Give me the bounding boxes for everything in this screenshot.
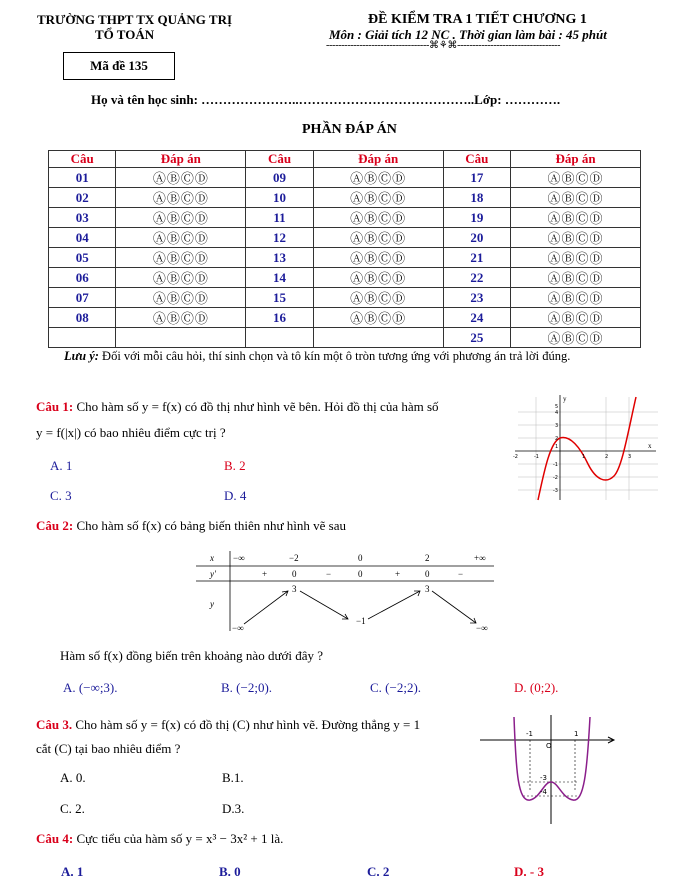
q4-text: Cực tiểu của hàm số y = x³ − 3x² + 1 là.	[73, 831, 284, 846]
answer-bubbles[interactable]: ⒶⒷⒸⒹ	[511, 288, 641, 308]
q1-ytick-5: 5	[555, 404, 559, 410]
vt-y-neg-inf-right: −∞	[476, 623, 488, 631]
q1-ytick-m3: -3	[553, 488, 558, 494]
vt-x-0: 0	[358, 553, 363, 563]
answer-bubbles	[313, 328, 443, 348]
q1-text1: Cho hàm số y = f(x) có đồ thị như hình vẽ bên. Hỏi đồ thị của hàm số	[73, 399, 439, 414]
q2-question: Hàm số f(x) đồng biến trên khoảng nào dưới đây ?	[60, 648, 324, 663]
question-number: 23	[443, 288, 510, 308]
q1-y-label: y	[563, 395, 567, 403]
question-number	[49, 328, 116, 348]
question-number: 17	[443, 168, 510, 188]
q2-option-d[interactable]: D. (0;2).	[514, 680, 559, 695]
q2-text: Cho hàm số f(x) có bảng biến thiên như hình vẽ sau	[73, 518, 346, 533]
vt-sign-7: −	[458, 569, 464, 579]
question-number: 18	[443, 188, 510, 208]
answer-row	[49, 168, 641, 188]
question-number: 10	[246, 188, 313, 208]
vt-y-max1: 3	[292, 584, 297, 594]
question-number: 08	[49, 308, 116, 328]
question-number: 07	[49, 288, 116, 308]
answer-sheet-table	[48, 150, 641, 348]
answer-bubbles[interactable]: ⒶⒷⒸⒹ	[313, 308, 443, 328]
q2-option-a[interactable]: A. (−∞;3).	[63, 680, 118, 695]
vt-sign-2: 0	[292, 569, 297, 579]
question-number: 22	[443, 268, 510, 288]
answer-row	[49, 308, 641, 328]
note-label: Lưu ý:	[64, 349, 99, 363]
q3-option-b[interactable]: B.1.	[222, 770, 244, 785]
vt-x-m2: −2	[289, 553, 299, 563]
q3-function-graph	[478, 712, 616, 827]
department: TỔ TOÁN	[95, 27, 155, 42]
vt-x-label: x	[210, 553, 214, 563]
q3-label: Câu 3.	[36, 717, 73, 732]
question-number: 21	[443, 248, 510, 268]
student-info-line: Họ và tên học sinh: …………………..…………………………………..Lớp: ………….	[91, 92, 561, 107]
answer-bubbles[interactable]: ⒶⒷⒸⒹ	[511, 328, 641, 348]
answer-bubbles[interactable]: ⒶⒷⒸⒹ	[313, 168, 443, 188]
q3-option-c[interactable]: C. 2.	[60, 801, 85, 816]
q2-option-c[interactable]: C. (−2;2).	[370, 680, 422, 695]
q1-x-label: x	[648, 442, 652, 450]
q1-grid	[518, 397, 658, 500]
question-number: 12	[246, 228, 313, 248]
vt-sign-3: −	[326, 569, 332, 579]
question-number: 01	[49, 168, 116, 188]
school-name: TRƯỜNG THPT TX QUẢNG TRỊ	[37, 12, 233, 27]
answer-table-header	[49, 151, 641, 168]
vt-y-label: y	[210, 599, 214, 609]
q1-ytick-3: 3	[555, 423, 559, 429]
header-dapan-1: Đáp án	[116, 151, 246, 168]
answer-bubbles[interactable]: ⒶⒷⒸⒹ	[116, 288, 246, 308]
answer-table-body	[49, 168, 641, 348]
q1-xtick-3: 3	[628, 454, 632, 460]
q4-line	[36, 831, 283, 847]
vt-x-neg-inf: −∞	[233, 553, 245, 563]
vt-y-neg-inf-left: −∞	[232, 623, 244, 631]
q1-ytick-2: 2	[555, 436, 559, 442]
q4-option-a[interactable]: A. 1	[61, 864, 84, 879]
q1-xtick-m1: -1	[534, 454, 539, 460]
answer-section-title: PHẦN ĐÁP ÁN	[302, 122, 397, 137]
q1-option-a[interactable]: A. 1	[50, 458, 73, 473]
answer-bubbles[interactable]: ⒶⒷⒸⒹ	[116, 248, 246, 268]
question-number: 24	[443, 308, 510, 328]
answer-bubbles[interactable]: ⒶⒷⒸⒹ	[313, 288, 443, 308]
question-number: 09	[246, 168, 313, 188]
vt-y-min: −1	[356, 616, 366, 626]
q1-ytick-m2: -2	[553, 475, 558, 481]
header-cau-2: Câu	[246, 151, 313, 168]
vt-yp-label: y′	[210, 569, 216, 579]
answer-bubbles[interactable]: ⒶⒷⒸⒹ	[116, 188, 246, 208]
answer-bubbles[interactable]: ⒶⒷⒸⒹ	[511, 168, 641, 188]
q1-text2: y = f(|x|) có bao nhiêu điểm cực trị ?	[36, 425, 226, 440]
vt-sign-1: +	[262, 569, 268, 579]
q2-variation-table	[196, 551, 494, 631]
question-number: 05	[49, 248, 116, 268]
q1-function-graph	[510, 392, 660, 504]
q3-line1	[36, 717, 420, 733]
answer-row	[49, 288, 641, 308]
q1-option-d[interactable]: D. 4	[224, 488, 247, 503]
q3-label-m4: -4	[540, 788, 547, 796]
answer-bubbles[interactable]: ⒶⒷⒸⒹ	[313, 268, 443, 288]
vt-sign-6: 0	[425, 569, 430, 579]
note	[64, 349, 570, 364]
answer-row	[49, 328, 641, 348]
q2-label: Câu 2:	[36, 518, 74, 533]
header-dapan-2: Đáp án	[313, 151, 443, 168]
answer-row	[49, 188, 641, 208]
subject-line: Môn : Giải tích 12 NC . Thời gian làm bài : 45 phút	[329, 27, 607, 42]
question-number: 16	[246, 308, 313, 328]
q3-label-origin: O	[546, 742, 552, 750]
q4-option-b[interactable]: B. 0	[219, 864, 241, 879]
answer-bubbles[interactable]: ⒶⒷⒸⒹ	[511, 268, 641, 288]
header-cau-1: Câu	[49, 151, 116, 168]
question-number: 15	[246, 288, 313, 308]
q3-label-m3: -3	[540, 774, 547, 782]
question-number: 06	[49, 268, 116, 288]
vt-sign-5: +	[395, 569, 401, 579]
answer-bubbles[interactable]: ⒶⒷⒸⒹ	[313, 208, 443, 228]
answer-bubbles[interactable]: ⒶⒷⒸⒹ	[511, 188, 641, 208]
exam-title: ĐỀ KIỂM TRA 1 TIẾT CHƯƠNG 1	[368, 12, 587, 27]
q1-xtick-1: 1	[582, 454, 586, 460]
answer-bubbles[interactable]: ⒶⒷⒸⒹ	[116, 268, 246, 288]
exam-code: Mã đề 135	[63, 52, 175, 80]
answer-bubbles[interactable]: ⒶⒷⒸⒹ	[116, 228, 246, 248]
q2-line	[36, 518, 346, 534]
answer-bubbles[interactable]: ⒶⒷⒸⒹ	[511, 228, 641, 248]
answer-bubbles[interactable]: ⒶⒷⒸⒹ	[313, 228, 443, 248]
answer-row	[49, 228, 641, 248]
question-number: 02	[49, 188, 116, 208]
q1-option-b[interactable]: B. 2	[224, 458, 246, 473]
vt-x-2: 2	[425, 553, 430, 563]
header-divider: ----------------------------------⌘⚘⌘----------------------------------	[326, 40, 561, 51]
answer-bubbles	[116, 328, 246, 348]
answer-row	[49, 248, 641, 268]
q3-option-d[interactable]: D.3.	[222, 801, 245, 816]
answer-bubbles[interactable]: ⒶⒷⒸⒹ	[313, 248, 443, 268]
question-number: 14	[246, 268, 313, 288]
header-dapan-3: Đáp án	[511, 151, 641, 168]
question-number: 19	[443, 208, 510, 228]
q4-option-c[interactable]: C. 2	[367, 864, 390, 879]
vt-y-max2: 3	[425, 584, 430, 594]
question-number	[246, 328, 313, 348]
question-number: 13	[246, 248, 313, 268]
answer-bubbles[interactable]: ⒶⒷⒸⒹ	[116, 208, 246, 228]
q3-label-m1: -1	[526, 730, 533, 738]
answer-row	[49, 268, 641, 288]
q4-label: Câu 4:	[36, 831, 74, 846]
answer-bubbles[interactable]: ⒶⒷⒸⒹ	[313, 188, 443, 208]
question-number: 11	[246, 208, 313, 228]
q1-xtick-2: 2	[605, 454, 609, 460]
answer-bubbles[interactable]: ⒶⒷⒸⒹ	[511, 308, 641, 328]
answer-bubbles[interactable]: ⒶⒷⒸⒹ	[116, 308, 246, 328]
answer-bubbles[interactable]: ⒶⒷⒸⒹ	[511, 248, 641, 268]
q1-ytick-m1: -1	[553, 462, 558, 468]
q1-xtick-m2: -2	[513, 454, 518, 460]
q4-option-d[interactable]: D. - 3	[514, 864, 544, 879]
question-number: 03	[49, 208, 116, 228]
q3-label-1: 1	[574, 730, 579, 738]
q3-text1: Cho hàm số y = f(x) có đồ thị (C) như hình vẽ. Đường thẳng y = 1	[72, 717, 421, 732]
q1-label: Câu 1:	[36, 399, 74, 414]
question-number: 04	[49, 228, 116, 248]
q1-ytick-1: 1	[555, 444, 559, 450]
vt-x-pos-inf: +∞	[474, 553, 486, 563]
answer-row	[49, 208, 641, 228]
answer-bubbles[interactable]: ⒶⒷⒸⒹ	[511, 208, 641, 228]
note-text: Đối với mỗi câu hỏi, thí sinh chọn và tô kín một ô tròn tương ứng với phương án trả lời đúng.	[98, 349, 571, 363]
q1-option-c[interactable]: C. 3	[50, 488, 72, 503]
vt-sign-4: 0	[358, 569, 363, 579]
answer-bubbles[interactable]: ⒶⒷⒸⒹ	[116, 168, 246, 188]
q3-option-a[interactable]: A. 0.	[60, 770, 86, 785]
q1-line1	[36, 399, 439, 415]
q3-text2: cắt (C) tại bao nhiêu điểm ?	[36, 741, 181, 756]
q1-curve	[538, 397, 636, 500]
question-number: 20	[443, 228, 510, 248]
question-number: 25	[443, 328, 510, 348]
header-cau-3: Câu	[443, 151, 510, 168]
q1-ytick-4: 4	[555, 410, 559, 416]
q2-option-b[interactable]: B. (−2;0).	[221, 680, 273, 695]
